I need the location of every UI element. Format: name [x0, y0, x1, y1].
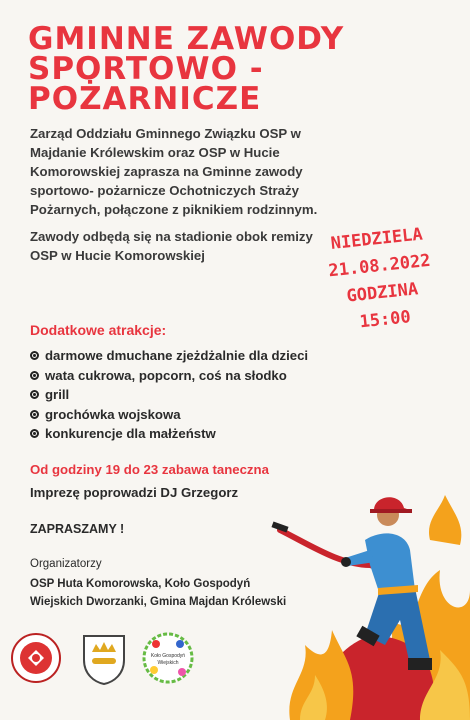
dj-info: Imprezę poprowadzi DJ Grzegorz: [30, 485, 239, 500]
osp-emblem-logo: [10, 630, 62, 686]
attraction-text: wata cukrowa, popcorn, coś na słodko: [45, 367, 287, 383]
emblem-center: [32, 654, 40, 662]
intro-paragraph-1: Zarząd Oddziału Gminnego Związku OSP w Majdanie Królewskim oraz OSP w Hucie Komorowskiej zaprasza na Gminne zawody sportowo- pożarnicze Ochotniczych Straży Pożarnych, połączone z piknikiem rodzinnym.: [30, 126, 318, 217]
list-item: [30, 366, 308, 386]
kgw-logo-text-2: Wiejskich: [157, 660, 179, 666]
kgw-logo-text-1: Koło Gospodyń: [150, 653, 186, 659]
bullet-icon: [30, 390, 39, 399]
attractions-list: [30, 346, 308, 444]
list-item: [30, 346, 308, 366]
firefighter-illustration: [270, 470, 470, 720]
intro-paragraph-2: Zawody odbędą się na stadionie obok remizy OSP w Hucie Komorowskiej: [30, 229, 313, 263]
kgw-flower-red: [152, 640, 160, 648]
attraction-text: grill: [45, 387, 70, 402]
attractions-heading: Dodatkowe atrakcje:: [30, 322, 167, 338]
event-hour-label: GODZINA: [345, 279, 420, 307]
bullet-icon: [30, 429, 39, 438]
helmet-brim: [370, 509, 412, 513]
firefighter-torso: [365, 533, 415, 595]
crest-horn: [92, 658, 116, 664]
bullet-icon: [30, 410, 39, 419]
list-item: [30, 385, 308, 405]
glove: [341, 557, 351, 567]
boot-right: [408, 658, 432, 670]
event-day: NIEDZIELA: [329, 224, 424, 254]
attraction-text: konkurencje dla małżeństw: [45, 426, 216, 441]
kgw-flower-yellow: [150, 666, 158, 674]
intro-text: [30, 124, 330, 273]
kgw-flower-pink: [178, 668, 186, 676]
poster-title: [28, 21, 345, 117]
crest-logo: [78, 630, 130, 686]
attraction-text: darmowe dmuchane zjeżdżalnie dla dzieci: [45, 348, 309, 363]
bullet-icon: [30, 371, 39, 380]
title-line-1: GMINNE ZAWODY: [28, 21, 345, 57]
dance-info: Od godziny 19 do 23 zabawa taneczna: [30, 462, 269, 477]
organizers-line-2: Wiejskich Dworzanki, Gmina Majdan Królewski: [30, 596, 287, 608]
title-line-2: SPORTOWO -: [28, 51, 264, 87]
kgw-flower-blue: [176, 640, 184, 648]
list-item: [30, 405, 308, 425]
invite-text: ZAPRASZAMY !: [30, 522, 125, 536]
list-item: [30, 424, 308, 444]
attraction-text: grochówka wojskowa: [45, 406, 181, 422]
event-date-block: [311, 220, 452, 341]
kgw-logo: [142, 630, 194, 686]
organizers-heading: Organizatorzy: [30, 558, 102, 570]
event-time: 15:00: [358, 307, 412, 333]
organizers-line-1: OSP Huta Komorowska, Koło Gospodyń: [30, 578, 251, 590]
bullet-icon: [30, 351, 39, 360]
title-line-3: POŻARNICZE: [28, 81, 262, 117]
flame-top: [429, 495, 461, 545]
event-date: 21.08.2022: [327, 250, 432, 282]
